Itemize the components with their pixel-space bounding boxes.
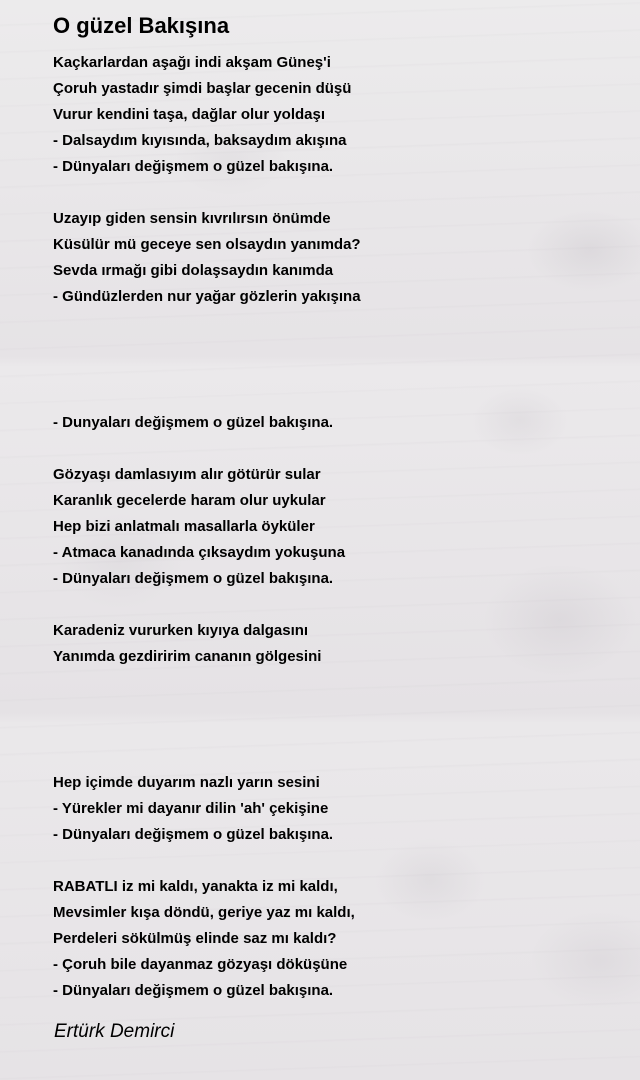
- poem-line: - Atmaca kanadında çıksaydım yokuşuna: [53, 544, 346, 561]
- poem-line: - Dünyaları değişmem o güzel bakışına.: [53, 982, 334, 999]
- poem-line: - Dünyaları değişmem o güzel bakışına.: [53, 826, 334, 843]
- poem-line: Sevda ırmağı gibi dolaşsaydın kanımda: [53, 262, 334, 279]
- poem-line: Gözyaşı damlasıyım alır götürür sular: [53, 466, 321, 483]
- poem-line: Uzayıp giden sensin kıvrılırsın önümde: [53, 210, 331, 227]
- poem-title: O güzel Bakışına: [53, 13, 230, 38]
- poem-line: - Çoruh bile dayanmaz gözyaşı döküşüne: [53, 956, 348, 973]
- poem-line: Çoruh yastadır şimdi başlar gecenin düşü: [53, 80, 352, 97]
- poem-line: - Gündüzlerden nur yağar gözlerin yakışına: [53, 288, 361, 305]
- poem-line: Mevsimler kışa döndü, geriye yaz mı kaldı,: [53, 904, 355, 921]
- poem-line: - Dalsaydım kıyısında, baksaydım akışına: [53, 132, 347, 149]
- poem-author: Ertürk Demirci: [54, 1021, 175, 1042]
- poem-line: Vurur kendini taşa, dağlar olur yoldaşı: [53, 106, 326, 123]
- poem-line: Hep bizi anlatmalı masallarla öyküler: [53, 518, 315, 535]
- poem-line: Karadeniz vururken kıyıya dalgasını: [53, 622, 309, 639]
- poem-line: Hep içimde duyarım nazlı yarın sesini: [53, 774, 320, 791]
- poem-line: Perdeleri sökülmüş elinde saz mı kaldı?: [53, 930, 337, 947]
- poem-line: - Dünyaları değişmem o güzel bakışına.: [53, 570, 334, 587]
- poem-line: Karanlık gecelerde haram olur uykular: [53, 492, 326, 509]
- poem-line: RABATLI iz mi kaldı, yanakta iz mi kaldı,: [53, 878, 338, 895]
- poem-line: Kaçkarlardan aşağı indi akşam Güneş'i: [53, 54, 331, 71]
- poem-line: Yanımda gezdiririm cananın gölgesini: [53, 648, 322, 665]
- poem-line: Küsülür mü geceye sen olsaydın yanımda?: [53, 236, 361, 253]
- poem-line: - Yürekler mi dayanır dilin 'ah' çekişine: [53, 800, 329, 817]
- poem-line: - Dünyaları değişmem o güzel bakışına.: [53, 158, 334, 175]
- poem-line: - Dunyaları değişmem o güzel bakışına.: [53, 414, 334, 431]
